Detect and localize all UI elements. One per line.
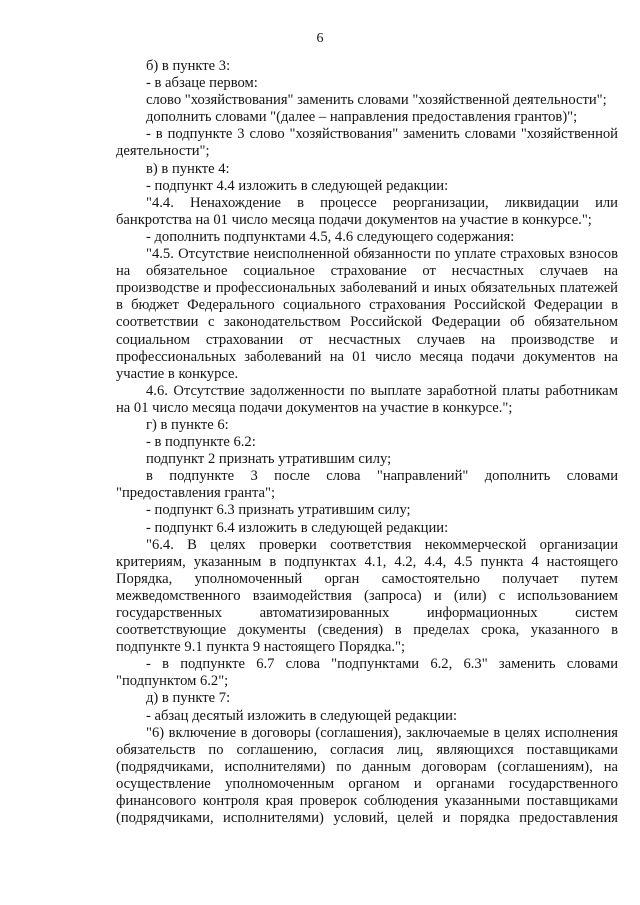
paragraph-supplement-words: дополнить словами "(далее – направления предоставления грантов)"; [146, 109, 578, 126]
document-body [116, 58, 618, 827]
paragraph-abzac-10-header: - абзац десятый изложить в следующей редакции: [146, 707, 458, 724]
paragraph-subpoint-4-4: "4.4. Ненахождение в процессе реорганизации, ликвидации или банкротства на 01 число месяца подачи документов на участие в конкурсе."; [116, 194, 618, 228]
paragraph-g-point-6: г) в пункте 6: [146, 416, 229, 433]
paragraph-b-point-3: б) в пункте 3: [146, 58, 231, 74]
paragraph-first-abzac: - в абзаце первом: [146, 75, 258, 92]
paragraph-subpoint-4-6: 4.6. Отсутствие задолженности по выплате заработной платы работникам на 01 число месяца подачи документов на участие в конкурсе."; [116, 382, 618, 416]
paragraph-subpoint-4-5: "4.5. Отсутствие неисполненной обязанности по уплате страховых взносов на обязательное социальное страхование от несчастных случаев на производстве и профессиональных заболеваний и иных обязательных платежей в бюджет Федерального социального страхования Российской Федерации в соответствии с законодательством Российской Федерации об обязательном социальном страховании от несчастных случаев на производстве и профессиональных заболеваний на 01 число месяца подачи документов на участие в конкурсе. [116, 246, 618, 382]
paragraph-subpoint-6-7: - в подпункте 6.7 слова "подпунктами 6.2, 6.3" заменить словами "подпунктом 6.2"; [116, 656, 618, 690]
paragraph-subpoint-6-3-void: - подпункт 6.3 признать утратившим силу; [146, 502, 411, 519]
paragraph-subpoint-2-void: подпункт 2 признать утратившим силу; [146, 451, 392, 468]
paragraph-add-4-5-4-6: - дополнить подпунктами 4.5, 4.6 следующего содержания: [146, 228, 515, 245]
paragraph-subpoint-3: - в подпункте 3 слово "хозяйствования" заменить словами "хозяйственной деятельности"; [116, 126, 618, 160]
paragraph-replace-word: слово "хозяйствования" заменить словами "хозяйственной деятельности"; [146, 92, 607, 109]
paragraph-subpoint-4-4-header: - подпункт 4.4 изложить в следующей редакции: [146, 177, 449, 194]
paragraph-subpoint-6-2: - в подпункте 6.2: [146, 434, 256, 451]
paragraph-subpoint-6-4: "6.4. В целях проверки соответствия некоммерческой организации критериям, указанным в подпунктах 4.1, 4.2, 4.4, 4.5 пункта 4 настоящего Порядка, уполномоченный орган самостоятельно получает путем межведомственного взаимодействия (запроса) и (или) с использованием государственных автоматизированных информационных систем соответствующие документы (сведения) в пределах срока, указанного в подпункте 9.1 пункта 9 настоящего Порядка."; [116, 536, 618, 656]
paragraph-subpoint-6-4-header: - подпункт 6.4 изложить в следующей редакции: [146, 519, 449, 536]
paragraph-v-point-4: в) в пункте 4: [146, 160, 230, 177]
paragraph-d-point-7: д) в пункте 7: [146, 690, 231, 707]
paragraph-subpoint-3-add: в подпункте 3 после слова "направлений" дополнить словами "предоставления гранта"; [116, 468, 618, 502]
page-number: 6 [316, 31, 324, 46]
paragraph-item-6: "6) включение в договоры (соглашения), заключаемые в целях исполнения обязательств по соглашению, согласия лиц, являющихся поставщиками (подрядчиками, исполнителями) по данным договорам (соглашениям), на осуществление уполномоченным органом и органами государственного финансового контроля края проверок соблюдения указанными поставщиками (подрядчиками, исполнителями) условий, целей и порядка предоставления [116, 724, 618, 827]
